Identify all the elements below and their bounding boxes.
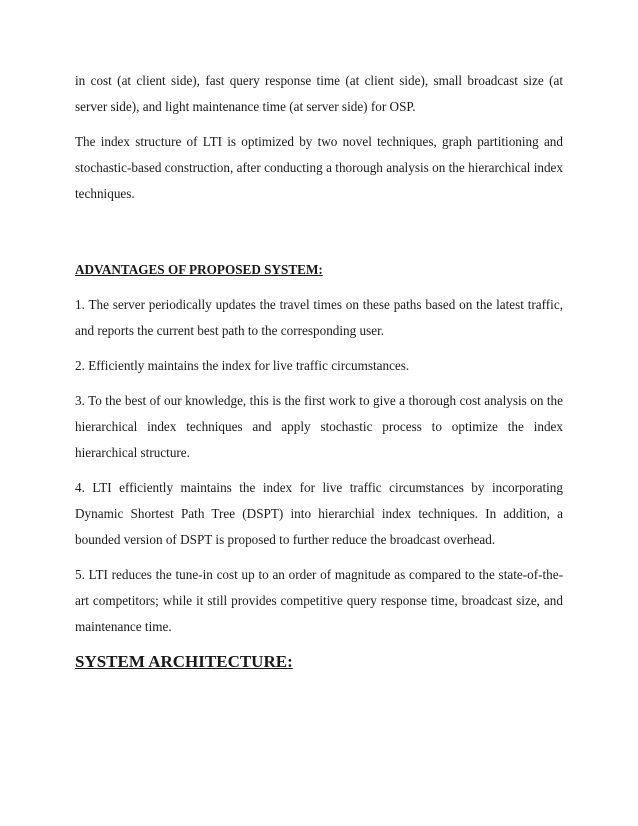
intro-paragraph-2: The index structure of LTI is optimized by two novel techniques, graph partitioning and stochastic-based construction, after conducting a thorough analysis on the hierarchical index techniques. xyxy=(75,134,563,201)
advantage-item-1: 1. The server periodically updates the travel times on these paths based on the latest traffic, and reports the current best path to the corresponding user. xyxy=(75,297,563,338)
architecture-heading: SYSTEM ARCHITECTURE: xyxy=(75,652,293,671)
intro-paragraph-1: in cost (at client side), fast query response time (at client side), small broadcast size (at server side), and light maintenance time (at server side) for OSP. xyxy=(75,73,563,114)
advantage-item-3: 3. To the best of our knowledge, this is the first work to give a thorough cost analysis on the hierarchical index techniques and apply stochastic process to optimize the index hierarchical structure. xyxy=(75,393,563,460)
advantages-heading: ADVANTAGES OF PROPOSED SYSTEM: xyxy=(75,262,323,277)
advantage-item-4: 4. LTI efficiently maintains the index for live traffic circumstances by incorporating Dynamic Shortest Path Tree (DSPT) into hierarchial index techniques. In addition, a bounded version of DSPT is proposed to further reduce the broadcast overhead. xyxy=(75,480,563,547)
document-page xyxy=(75,68,563,675)
section-spacer xyxy=(75,216,563,257)
advantage-item-5: 5. LTI reduces the tune-in cost up to an order of magnitude as compared to the state-of-the-art competitors; while it still provides competitive query response time, broadcast size, and maintenance time. xyxy=(75,567,563,634)
advantage-item-2: 2. Efficiently maintains the index for live traffic circumstances. xyxy=(75,358,410,373)
